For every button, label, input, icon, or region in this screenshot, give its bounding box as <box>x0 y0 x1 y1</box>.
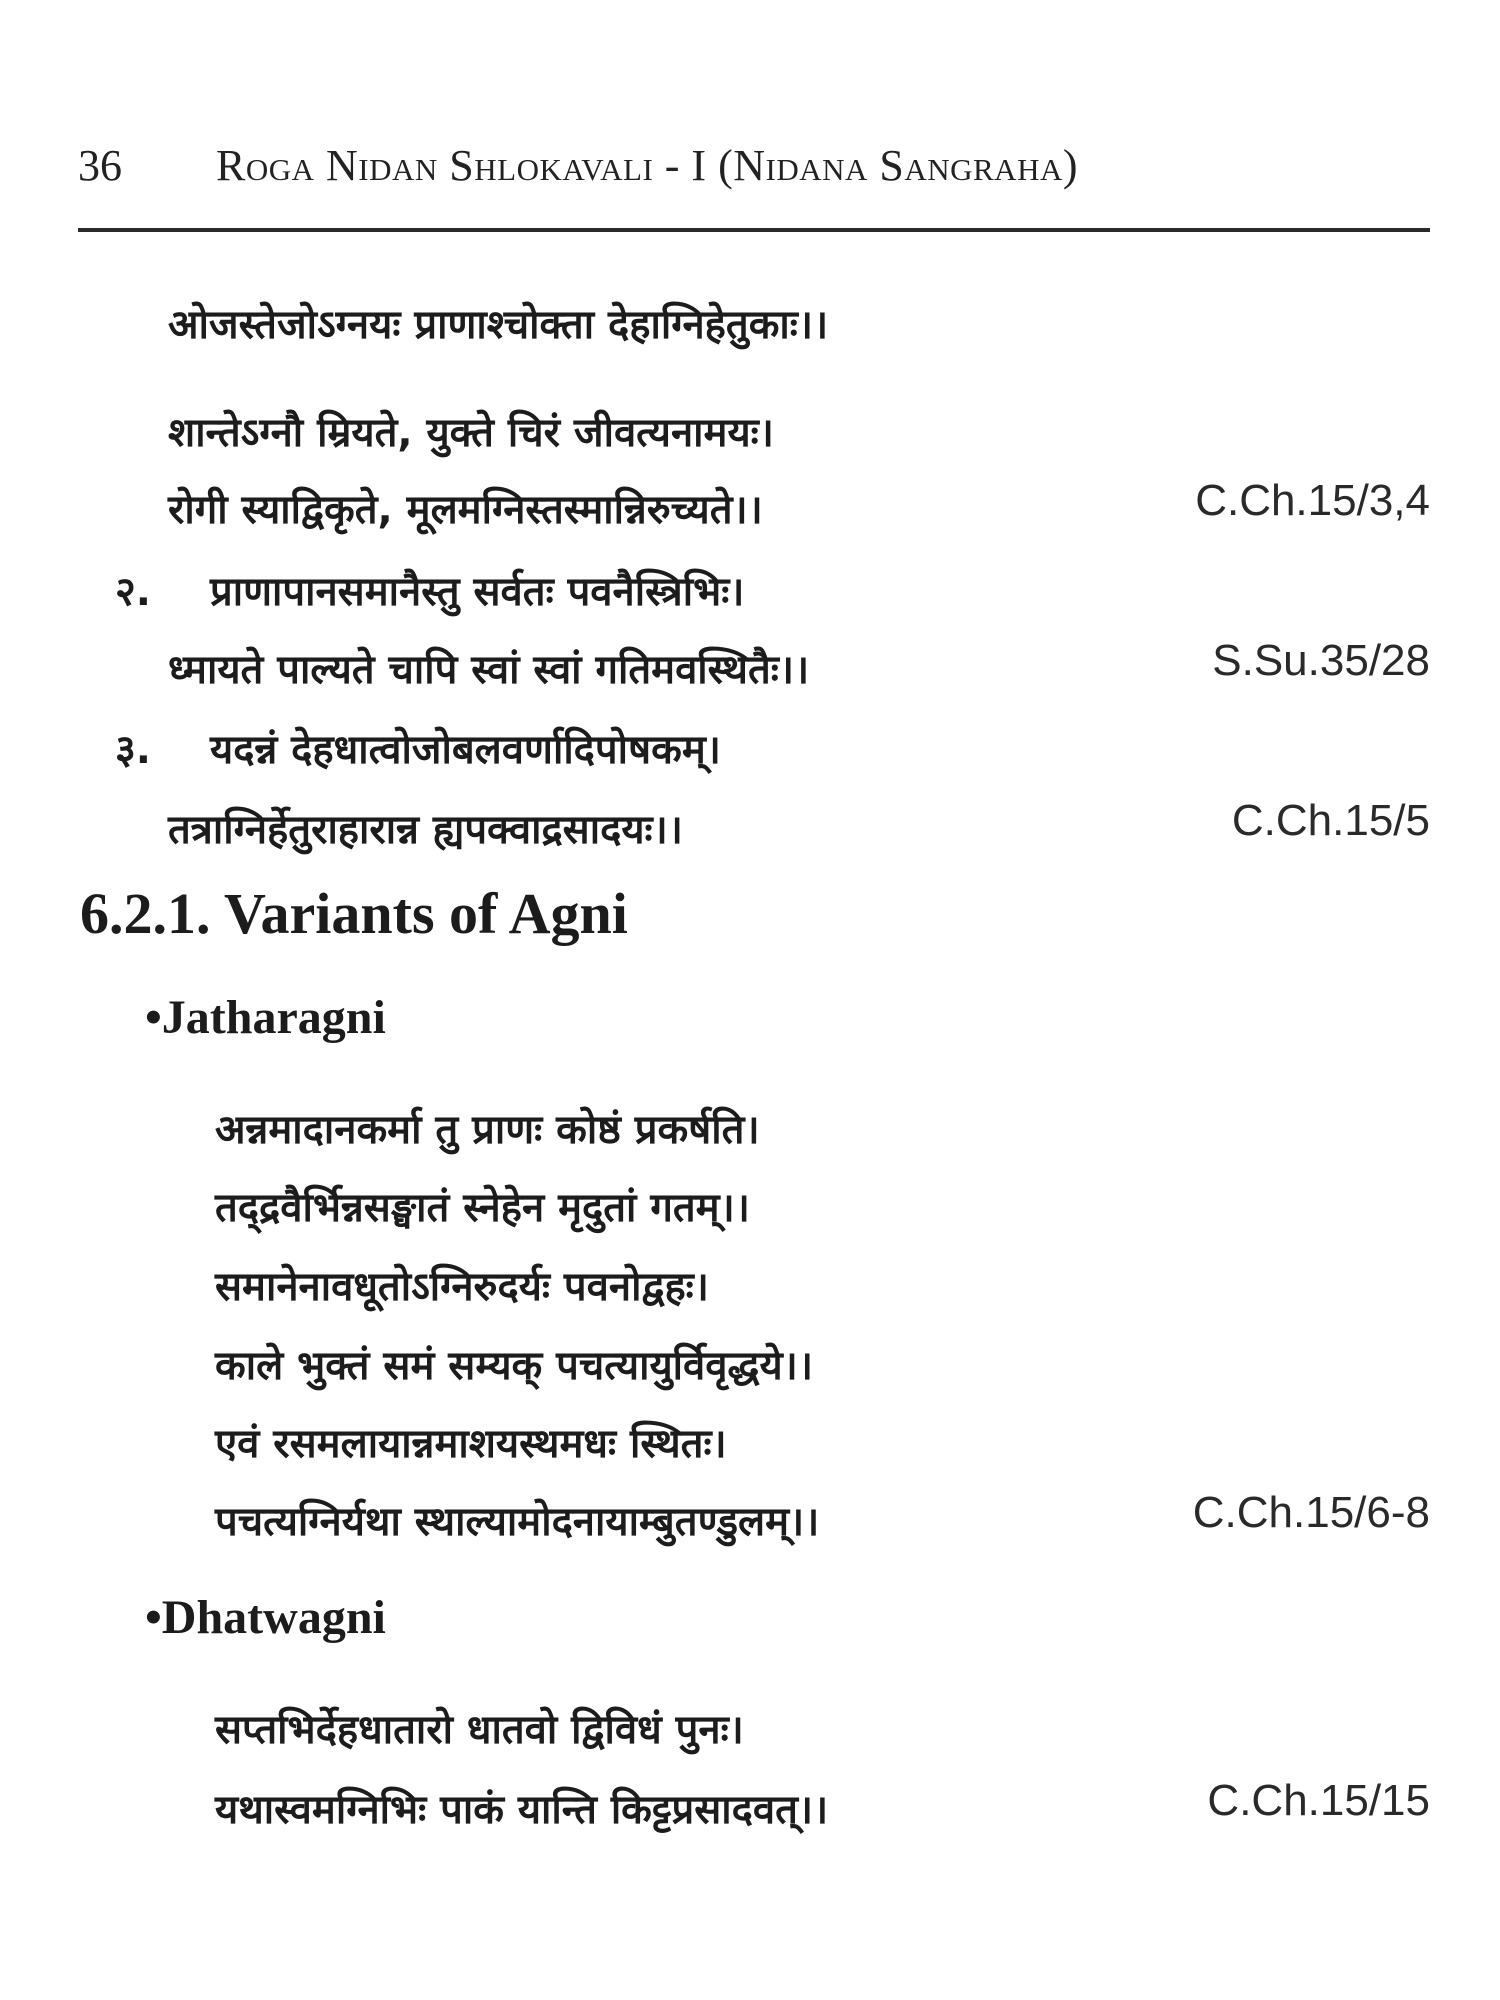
verse-line: समानेनावधूतोऽग्निरुदर्यः पवनोद्वहः। <box>215 1264 709 1310</box>
verse-line: ध्मायते पाल्यते चापि स्वां स्वां गतिमवस्थितैः।। <box>168 647 810 693</box>
verse-line: शान्तेऽग्नौ म्रियते, युक्ते चिरं जीवत्यनामयः। <box>168 410 774 456</box>
verse-line: सप्तभिर्देहधातारो धातवो द्विविधं पुनः। <box>215 1707 744 1753</box>
verse-reference: C.Ch.15/3,4 <box>1195 476 1430 525</box>
verse-reference: C.Ch.15/5 <box>1231 796 1430 845</box>
verse-line: पचत्यग्निर्यथा स्थाल्यामोदनायाम्बुतण्डुलम्।। <box>215 1499 820 1545</box>
verse-reference: C.Ch.15/6-8 <box>1192 1488 1430 1537</box>
section-heading: 6.2.1. Variants of Agni <box>80 881 628 946</box>
verse-line: प्राणापानसमानैस्तु सर्वतः पवनैस्त्रिभिः। <box>210 569 745 615</box>
verse-number: ३. <box>115 727 151 773</box>
verse-line: तत्राग्निर्हेतुराहारान्न ह्यपक्वाद्रसादयः।। <box>168 807 683 853</box>
verse-line: यदन्नं देहधात्वोजोबलवर्णादिपोषकम्। <box>210 727 721 773</box>
verse-number: २. <box>115 569 151 615</box>
subheading-jatharagni: •Jatharagni <box>145 991 386 1044</box>
running-title: Roga Nidan Shlokavali - I (Nidana Sangraha) <box>216 141 1078 190</box>
running-header <box>78 140 1418 200</box>
verse-line: एवं रसमलायान्नमाशयस्थमधः स्थितः। <box>215 1421 727 1467</box>
verse-line: रोगी स्याद्विकृते, मूलमग्निस्तस्मान्निरुच्यते।। <box>168 487 763 533</box>
subheading-dhatwagni: •Dhatwagni <box>145 1591 386 1644</box>
verse-reference: S.Su.35/28 <box>1212 636 1430 685</box>
verse-reference: C.Ch.15/15 <box>1207 1776 1430 1825</box>
header-rule <box>78 228 1430 232</box>
page-number: 36 <box>78 141 122 190</box>
verse-line: ओजस्तेजोऽग्नयः प्राणाश्चोक्ता देहाग्निहेतुकाः।। <box>168 302 829 348</box>
verse-line: अन्नमादानकर्मा तु प्राणः कोष्ठं प्रकर्षति। <box>215 1107 760 1153</box>
verse-line: तद्द्रवैर्भिन्नसङ्घातं स्नेहेन मृदुतां गतम्।। <box>215 1185 750 1231</box>
verse-line: यथास्वमग्निभिः पाकं यान्ति किट्टप्रसादवत्।। <box>215 1787 829 1833</box>
verse-line: काले भुक्तं समं सम्यक् पचत्यायुर्विवृद्धये।। <box>215 1343 813 1389</box>
